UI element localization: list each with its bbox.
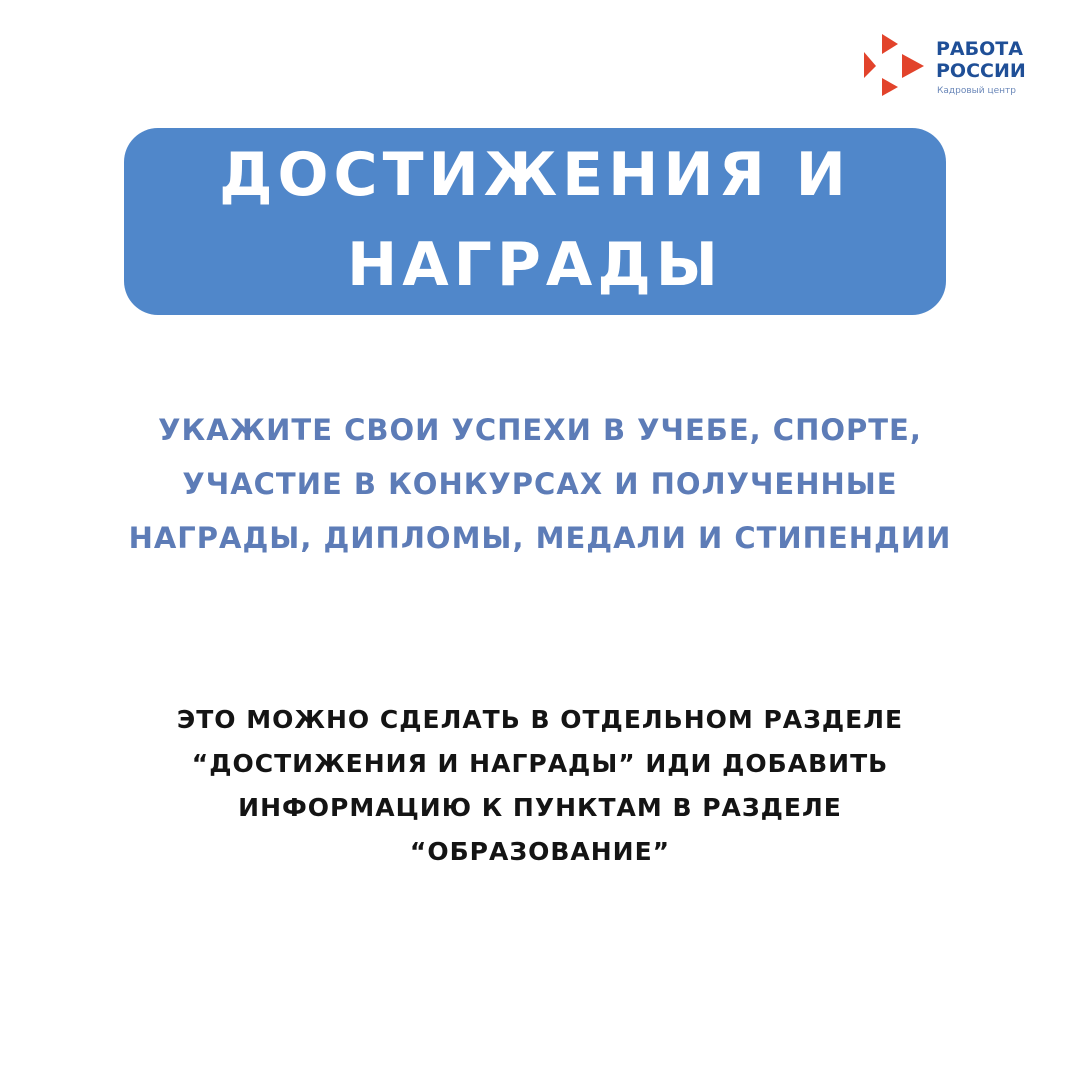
subtitle-text bbox=[40, 403, 1040, 565]
red-arrows-logo-icon bbox=[862, 32, 928, 98]
logo-tagline: Кадровый центр bbox=[937, 86, 1016, 96]
page-title bbox=[219, 130, 851, 310]
logo-wordmark-line-1: РАБОТА bbox=[936, 38, 1023, 60]
brand-logo bbox=[862, 30, 1052, 102]
note-line-4: “ОБРАЗОВАНИЕ” bbox=[409, 837, 671, 866]
title-banner bbox=[124, 128, 946, 315]
note-line-3: ИНФОРМАЦИЮ К ПУНКТАМ В РАЗДЕЛЕ bbox=[238, 793, 842, 822]
page-title-line-1: ДОСТИЖЕНИЯ И bbox=[219, 139, 851, 210]
note-line-1: ЭТО МОЖНО СДЕЛАТЬ В ОТДЕЛЬНОМ РАЗДЕЛЕ bbox=[176, 705, 904, 734]
logo-wordmark bbox=[936, 38, 1026, 82]
instruction-note bbox=[40, 698, 1040, 874]
subtitle-line-3: НАГРАДЫ, ДИПЛОМЫ, МЕДАЛИ И СТИПЕНДИИ bbox=[128, 521, 952, 555]
logo-wordmark-line-2: РОССИИ bbox=[936, 60, 1026, 82]
subtitle-line-1: УКАЖИТЕ СВОИ УСПЕХИ В УЧЕБЕ, СПОРТЕ, bbox=[158, 413, 922, 447]
subtitle-line-2: УЧАСТИЕ В КОНКУРСАХ И ПОЛУЧЕННЫЕ bbox=[182, 467, 898, 501]
page-title-line-2: НАГРАДЫ bbox=[347, 229, 723, 300]
note-line-2: “ДОСТИЖЕНИЯ И НАГРАДЫ” ИДИ ДОБАВИТЬ bbox=[191, 749, 889, 778]
